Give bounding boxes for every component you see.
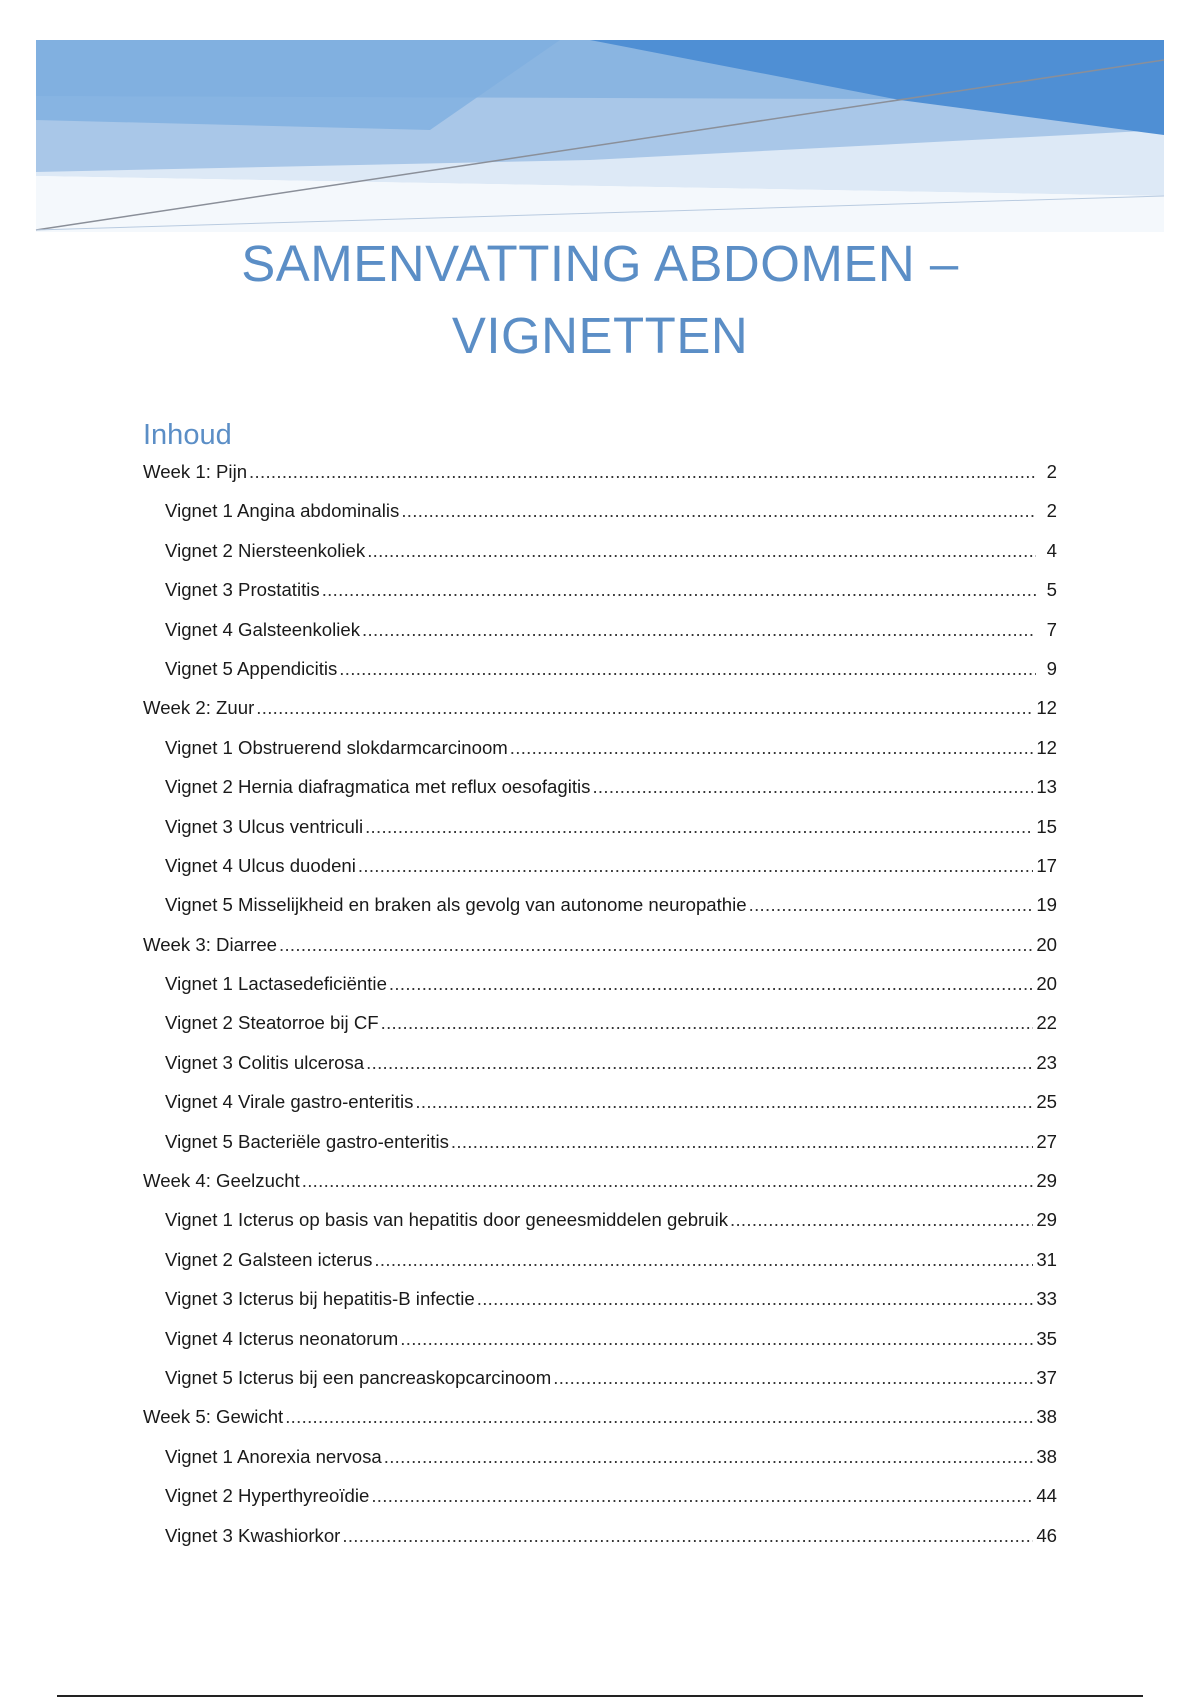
toc-entry-title: Vignet 1 Icterus op basis van hepatitis door geneesmiddelen gebruik [165, 1209, 728, 1231]
toc-entry-title: Vignet 3 Ulcus ventriculi [165, 815, 364, 837]
toc-entry-title: Vignet 1 Obstruerend slokdarmcarcinoom [165, 736, 508, 758]
toc-page-number: 38 [1036, 1406, 1057, 1428]
toc-dot-leader [389, 968, 1033, 1000]
header-banner [0, 0, 1200, 240]
toc-entry-vignet[interactable] [143, 1204, 1057, 1243]
toc-entry-vignet[interactable] [143, 1362, 1057, 1401]
toc-dot-leader [342, 1520, 1033, 1552]
toc-page-number: 23 [1036, 1051, 1057, 1073]
toc-page-number: 44 [1036, 1485, 1057, 1507]
toc-link[interactable] [143, 692, 1057, 724]
toc-dot-leader [510, 732, 1034, 764]
table-of-contents [143, 456, 1057, 1559]
toc-entry-vignet[interactable] [143, 1047, 1057, 1086]
toc-dot-leader [730, 1204, 1033, 1236]
toc-page-number: 7 [1046, 618, 1057, 640]
toc-entry-vignet[interactable] [143, 1520, 1057, 1559]
toc-entry-week[interactable] [143, 692, 1057, 731]
toc-link[interactable] [165, 771, 1057, 803]
toc-dot-leader [362, 614, 1036, 646]
toc-link[interactable] [165, 1283, 1057, 1315]
toc-link[interactable] [143, 456, 1057, 488]
toc-page-number: 22 [1036, 1012, 1057, 1034]
toc-entry-title: Vignet 5 Bacteriële gastro-enteritis [165, 1130, 449, 1152]
toc-page-number: 19 [1036, 894, 1057, 916]
toc-page-number: 35 [1036, 1327, 1057, 1349]
toc-link[interactable] [165, 535, 1057, 567]
toc-dot-leader [401, 495, 1036, 527]
toc-link[interactable] [165, 811, 1057, 843]
toc-entry-week[interactable] [143, 1165, 1057, 1204]
toc-link[interactable] [165, 1480, 1057, 1512]
toc-link[interactable] [165, 1047, 1057, 1079]
toc-entry-vignet[interactable] [143, 1086, 1057, 1125]
footer-divider [57, 1695, 1143, 1697]
toc-entry-title: Vignet 5 Appendicitis [165, 657, 338, 679]
toc-dot-leader [381, 1007, 1034, 1039]
toc-entry-vignet[interactable] [143, 574, 1057, 613]
toc-link[interactable] [165, 1244, 1057, 1276]
toc-link[interactable] [165, 1007, 1057, 1039]
toc-dot-leader [592, 771, 1033, 803]
toc-link[interactable] [165, 1204, 1057, 1236]
toc-link[interactable] [165, 1520, 1057, 1552]
toc-link[interactable] [165, 1086, 1057, 1118]
toc-entry-title: Week 4: Geelzucht [143, 1170, 300, 1192]
toc-entry-title: Vignet 3 Kwashiorkor [165, 1524, 341, 1546]
toc-page-number: 9 [1046, 657, 1057, 679]
toc-entry-title: Vignet 3 Colitis ulcerosa [165, 1051, 365, 1073]
toc-page-number: 37 [1036, 1366, 1057, 1388]
toc-link[interactable] [165, 1126, 1057, 1158]
toc-dot-leader [339, 653, 1036, 685]
toc-page-number: 46 [1036, 1524, 1057, 1546]
toc-dot-leader [400, 1323, 1033, 1355]
toc-entry-vignet[interactable] [143, 1007, 1057, 1046]
toc-link[interactable] [165, 1441, 1057, 1473]
toc-dot-leader [371, 1480, 1033, 1512]
toc-entry-vignet[interactable] [143, 614, 1057, 653]
toc-link[interactable] [165, 732, 1057, 764]
toc-link[interactable] [165, 614, 1057, 646]
toc-entry-title: Vignet 2 Hyperthyreoïdie [165, 1485, 370, 1507]
toc-entry-title: Week 2: Zuur [143, 697, 255, 719]
toc-entry-vignet[interactable] [143, 1323, 1057, 1362]
toc-entry-vignet[interactable] [143, 811, 1057, 850]
toc-entry-title: Vignet 4 Ulcus duodeni [165, 854, 356, 876]
toc-link[interactable] [165, 495, 1057, 527]
toc-dot-leader [477, 1283, 1034, 1315]
toc-entry-title: Vignet 5 Icterus bij een pancreaskopcarcinoom [165, 1366, 552, 1388]
toc-entry-title: Vignet 2 Steatorroe bij CF [165, 1012, 379, 1034]
toc-entry-title: Week 5: Gewicht [143, 1406, 284, 1428]
toc-link[interactable] [143, 929, 1057, 961]
toc-link[interactable] [165, 1362, 1057, 1394]
toc-dot-leader [256, 692, 1033, 724]
toc-entry-vignet[interactable] [143, 1126, 1057, 1165]
toc-page-number: 20 [1036, 933, 1057, 955]
toc-page-number: 38 [1036, 1445, 1057, 1467]
toc-page-number: 15 [1036, 815, 1057, 837]
toc-link[interactable] [165, 850, 1057, 882]
toc-page-number: 2 [1046, 461, 1057, 482]
toc-page-number: 31 [1036, 1248, 1057, 1270]
toc-entry-vignet[interactable] [143, 968, 1057, 1007]
toc-link[interactable] [143, 1165, 1057, 1197]
toc-page-number: 2 [1046, 500, 1057, 522]
toc-dot-leader [367, 535, 1036, 567]
toc-entry-title: Vignet 2 Niersteenkoliek [165, 539, 366, 561]
toc-entry-title: Vignet 4 Icterus neonatorum [165, 1327, 399, 1349]
toc-entry-title: Vignet 4 Galsteenkoliek [165, 618, 361, 640]
toc-entry-vignet[interactable] [143, 495, 1057, 534]
toc-entry-vignet[interactable] [143, 889, 1057, 928]
toc-entry-vignet[interactable] [143, 850, 1057, 889]
toc-entry-week[interactable] [143, 929, 1057, 968]
toc-entry-vignet[interactable] [143, 732, 1057, 771]
toc-page-number: 5 [1046, 579, 1057, 601]
toc-link[interactable] [165, 574, 1057, 606]
toc-link[interactable] [165, 653, 1057, 685]
toc-link[interactable] [165, 1323, 1057, 1355]
toc-entry-vignet[interactable] [143, 1283, 1057, 1322]
toc-dot-leader [249, 456, 1036, 488]
toc-dot-leader [374, 1244, 1033, 1276]
toc-entry-title: Vignet 4 Virale gastro-enteritis [165, 1091, 414, 1113]
toc-entry-week[interactable] [143, 456, 1057, 495]
toc-link[interactable] [143, 1401, 1057, 1433]
toc-entry-title: Vignet 1 Lactasedeficiëntie [165, 973, 387, 995]
toc-page-number: 20 [1036, 973, 1057, 995]
toc-entry-week[interactable] [143, 1401, 1057, 1440]
toc-entry-title: Week 1: Pijn [143, 461, 248, 482]
toc-heading: Inhoud [143, 419, 232, 451]
toc-page-number: 4 [1046, 539, 1057, 561]
toc-entry-title: Vignet 2 Galsteen icterus [165, 1248, 373, 1270]
toc-link[interactable] [165, 889, 1057, 921]
toc-link[interactable] [165, 968, 1057, 1000]
toc-dot-leader [358, 850, 1033, 882]
toc-dot-leader [279, 929, 1033, 961]
toc-entry-title: Vignet 1 Angina abdominalis [165, 500, 400, 522]
toc-dot-leader [365, 811, 1033, 843]
document-title-line-2: VIGNETTEN [451, 307, 749, 364]
toc-entry-vignet[interactable] [143, 771, 1057, 810]
document-title-line-1: SAMENVATTING ABDOMEN – [241, 235, 959, 292]
toc-dot-leader [366, 1047, 1033, 1079]
toc-entry-title: Vignet 5 Misselijkheid en braken als gevolg van autonome neuropathie [165, 894, 747, 916]
toc-page-number: 12 [1036, 736, 1057, 758]
toc-dot-leader [415, 1086, 1033, 1118]
toc-dot-leader [553, 1362, 1033, 1394]
toc-page-number: 13 [1036, 776, 1057, 798]
toc-page-number: 33 [1036, 1288, 1057, 1310]
toc-entry-title: Vignet 3 Prostatitis [165, 579, 320, 601]
toc-dot-leader [749, 889, 1034, 921]
toc-page-number: 25 [1036, 1091, 1057, 1113]
toc-dot-leader [302, 1165, 1034, 1197]
toc-page-number: 29 [1036, 1170, 1057, 1192]
toc-dot-leader [322, 574, 1036, 606]
toc-entry-title: Vignet 1 Anorexia nervosa [165, 1445, 382, 1467]
toc-entry-vignet[interactable] [143, 653, 1057, 692]
toc-entry-title: Vignet 3 Icterus bij hepatitis-B infectie [165, 1288, 475, 1310]
toc-entry-vignet[interactable] [143, 535, 1057, 574]
toc-page-number: 17 [1036, 854, 1057, 876]
toc-page-number: 27 [1036, 1130, 1057, 1152]
toc-entry-title: Week 3: Diarree [143, 933, 277, 955]
toc-entry-vignet[interactable] [143, 1441, 1057, 1480]
toc-entry-title: Vignet 2 Hernia diafragmatica met reflux oesofagitis [165, 776, 591, 798]
toc-dot-leader [384, 1441, 1034, 1473]
toc-dot-leader [451, 1126, 1033, 1158]
toc-entry-vignet[interactable] [143, 1480, 1057, 1519]
toc-page-number: 12 [1036, 697, 1057, 719]
toc-entry-vignet[interactable] [143, 1244, 1057, 1283]
toc-dot-leader [285, 1401, 1033, 1433]
toc-page-number: 29 [1036, 1209, 1057, 1231]
